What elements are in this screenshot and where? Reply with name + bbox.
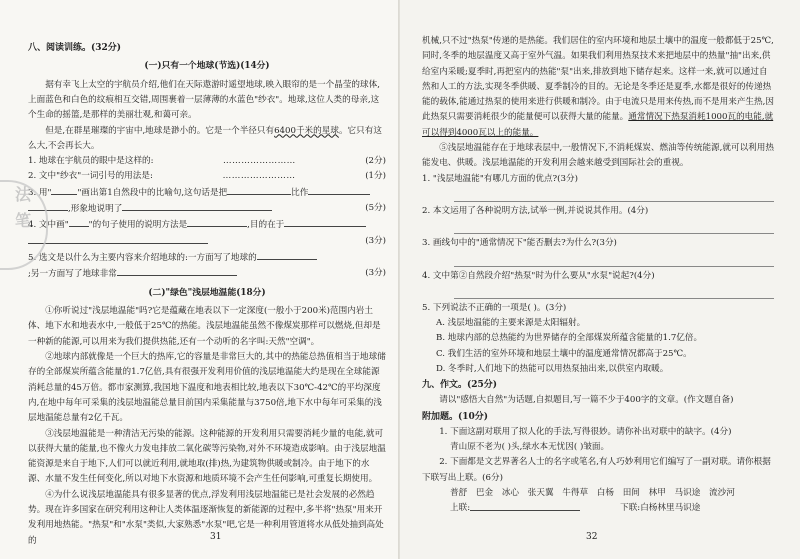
extra-question-2: 2. 下面都是文艺界著名人士的名字或笔名,有人巧妙利用它们编写了一副对联。请你根据下联写出上联。(6分) (422, 457, 771, 483)
page-number-right: 32 (586, 531, 598, 542)
answer-blank[interactable] (227, 185, 291, 195)
passage-2-para-2: ②地球内部就像是一个巨大的热库,它的容量是非常巨大的,其中的热能总热值相当于地球储存的全部煤炭所蕴含能量的1.7亿倍,具有很强开发利用价值的浅层地温能大约是现在全球能源消耗总量的45万倍。都市家测算,我国地下温度和地表相比较,地表以下30℃-42℃的平均深度内,在地中每年可采集的浅层地温能总量目前国内采集能量与3750倍,地下水中每年可采集的浅层地温能总量有2亿千瓦。 (28, 352, 386, 424)
question-1: 1. 地球在宇航员的眼中是这样的: …………………… (2分) (28, 156, 386, 167)
answer-line[interactable] (454, 221, 774, 234)
passage-2-para-1: ①你听说过"浅层地温能"吗?它是蕴藏在地表以下一定深度(一般小于200米)范围内岩土体、地下水和地表水中,一般低于25℃的热能。浅层地温能虽然不像煤炭那样可以燃烧,但却是一种新的能源,可以用来为我们提供热能,还有一个动听的名字叫:天然"空调"。 (28, 306, 381, 347)
answer-blank[interactable] (187, 217, 247, 227)
couplet-line: 青山原不老为( )头,绿水本无忧因( )皱面。 (450, 441, 610, 452)
extra-heading: 附加题。(10分) (422, 411, 489, 422)
passage-1-para-1: 据有幸飞上太空的宇航员介绍,他们在天际遨游时遥望地球,映入眼帘的是一个晶莹的球体,上面蓝色和白色的纹痕相互交错,周围裹着一层薄薄的水蓝色"纱衣"。地球,这位人类的母亲,这个生命的摇篮,是那样的美丽壮观,和蔼可亲。 (28, 79, 380, 121)
question-2: 2. 文中"纱衣"一词引号的用法是: …………………… (1分) (28, 171, 386, 182)
question-3-cont: ,形象地说明了 (5分) (28, 201, 386, 217)
shanglian-label: 上联: (450, 503, 471, 514)
right-page (400, 0, 800, 559)
shanglian-blank[interactable] (470, 501, 580, 511)
option-d: D. 冬季时,人们地下的热能可以用热泵抽出来,以供室内取暖。 (436, 364, 669, 375)
passage-2-title: (二)"绿色"浅层地温能(18分) (148, 287, 266, 298)
answer-blank[interactable] (117, 266, 237, 276)
answer-blank[interactable] (69, 217, 89, 227)
essay-prompt: 请以"感悟大自然"为话题,自拟题目,写一篇不少于400字的文章。(作文题自备) (439, 395, 734, 406)
xialian-label: 下联: (620, 503, 641, 514)
answer-blank[interactable] (122, 201, 272, 211)
r-question-3: 3. 画线句中的"通常情况下"能否删去?为什么?(3分) (422, 238, 617, 249)
passage-2-para-5: ⑤浅层地温能存在于地球表层中,一般情况下,不消耗煤炭、燃油等传统能源,就可以利用热能发电、供暖。浅层地温能的开发利用会越来越受到国际社会的重视。 (422, 143, 774, 169)
answer-blank[interactable] (257, 250, 317, 260)
couplet-answer-row (422, 501, 774, 516)
passage-2-para-4-continued: 机械,只不过"热泵"传递的是热能。我们居住的室内环境和地层土壤中的温度一般都低于25℃,同时,冬季的地层温度又高于室外气温。如果我们利用热泵技术来把地层中的热量"抽"出来,供给室内采暖;夏季时,再把室内的热能"泵"出来,排放到地下储存起来。这样一来,就可以通过自然和人工的方法,实现冬季供暖、夏季制冷的目的。无论是冬季还是夏季,水都是很好的传递热能的载体,能通过热泵的使用来进行供暖和制冷。由于电流只是用来传热,而不是用来产生热,因此热泵只需要消耗很少的能量便可以获得大量的能量。通常情况下热泵消耗1000瓦的电能,就可以得到4000瓦以上的能量。 (422, 36, 774, 138)
extra-question-1: 1. 下面这副对联用了拟人化的手法,写得很妙。请你补出对联中的缺字。(4分) (439, 426, 732, 437)
answer-blank[interactable] (284, 217, 366, 227)
answer-line[interactable] (454, 254, 774, 267)
question-4-cont: (3分) (28, 234, 386, 250)
option-c: C. 我们生活的室外环境和地层土壤中的温度通常情况都高于25℃。 (436, 348, 692, 359)
passage-2-para-3: ③浅层地温能是一种清洁无污染的能源。这种能源的开发利用只需要消耗少量的电能,就可以获得大量的能量,也不像火力发电排放二氧化碳等污染物,对外不环境造成影响。由于浅层地温能资源是来自于地下,人们可以就近利用,就地取(排)热,为建筑物供暖或制冷。由于地下的水源、水量不发生任何变化,所以对地下水资源和地质环境不会产生任何影响,可重复长期使用。 (28, 428, 386, 485)
answer-blank[interactable] (51, 185, 77, 195)
question-3: 3. 用" "画出第1自然段中的比喻句,这句话是把 比作 (28, 185, 386, 201)
page-number-left: 31 (210, 531, 222, 542)
passage-2-para-4: ④为什么说浅层地温能具有很多显著的优点,浮发利用浅层地温能已是社会发展的必然趋势。现在许多国家在研究利用这种让人类体温逐渐恢复的新能源的过程中,多半将"热泵"用来开发利用地热能。"热泵"和"水泵"类似,大家熟悉"水泵"吧,它是一种利用管道将水从低处抽到高处的 (28, 489, 384, 546)
answer-blank[interactable] (308, 185, 370, 195)
section-8-heading: 八、阅读训练。(32分) (28, 43, 122, 53)
xialian-text: 白杨林里马识途 (640, 503, 701, 514)
question-5-cont: ;另一方面写了地球非常 (3分) (28, 268, 386, 280)
option-b: B. 地球内部的总热能约为世界储存的全部煤炭所蕴含能量的1.7亿倍。 (436, 333, 703, 344)
r-question-1: 1. "浅层地温能"有哪几方面的优点?(3分) (422, 173, 578, 184)
question-5: 5. 选文是以什么为主要内容来介绍地球的:一方面写了地球的 (28, 250, 386, 266)
watermark-stamp: 法 笔 (0, 180, 48, 270)
r-question-2: 2. 本文运用了各种说明方法,试举一例,并说说其作用。(4分) (422, 205, 649, 216)
answer-line[interactable] (454, 286, 774, 299)
option-a: A. 浅层地温能的主要来源是太阳辐射。 (436, 318, 586, 329)
names-list: 普舒 巴金 冰心 张天翼 牛得草 白杨 田间 林甲 马识途 流沙河 (450, 487, 735, 498)
answer-blank[interactable] (28, 234, 208, 244)
passage-1-title: (一)只有一个地球(节选)(14分) (144, 61, 270, 72)
underlined-sentence: 通常情况下热泵消耗1000瓦的电能,就可以得到4000瓦以上的能量。 (422, 112, 774, 138)
question-4: 4. 文中画" "的句子使用的说明方法是 ,目的在于 (28, 217, 386, 233)
answer-line[interactable] (454, 189, 774, 202)
section-9-heading: 九、作文。(25分) (422, 380, 498, 391)
wavy-underlined-text: 6400千米的星球 (274, 125, 339, 136)
passage-1-para-2: 但是,在群星璀璨的宇宙中,地球是渺小的。它是一个半径只有6400千米的星球。它只有这么大,不会再长大。 (28, 125, 382, 151)
r-question-4: 4. 文中第②自然段介绍"热泵"时为什么要从"水泵"说起?(4分) (422, 270, 655, 281)
r-question-5: 5. 下列说法不正确的一项是( )。(3分) (422, 302, 567, 313)
